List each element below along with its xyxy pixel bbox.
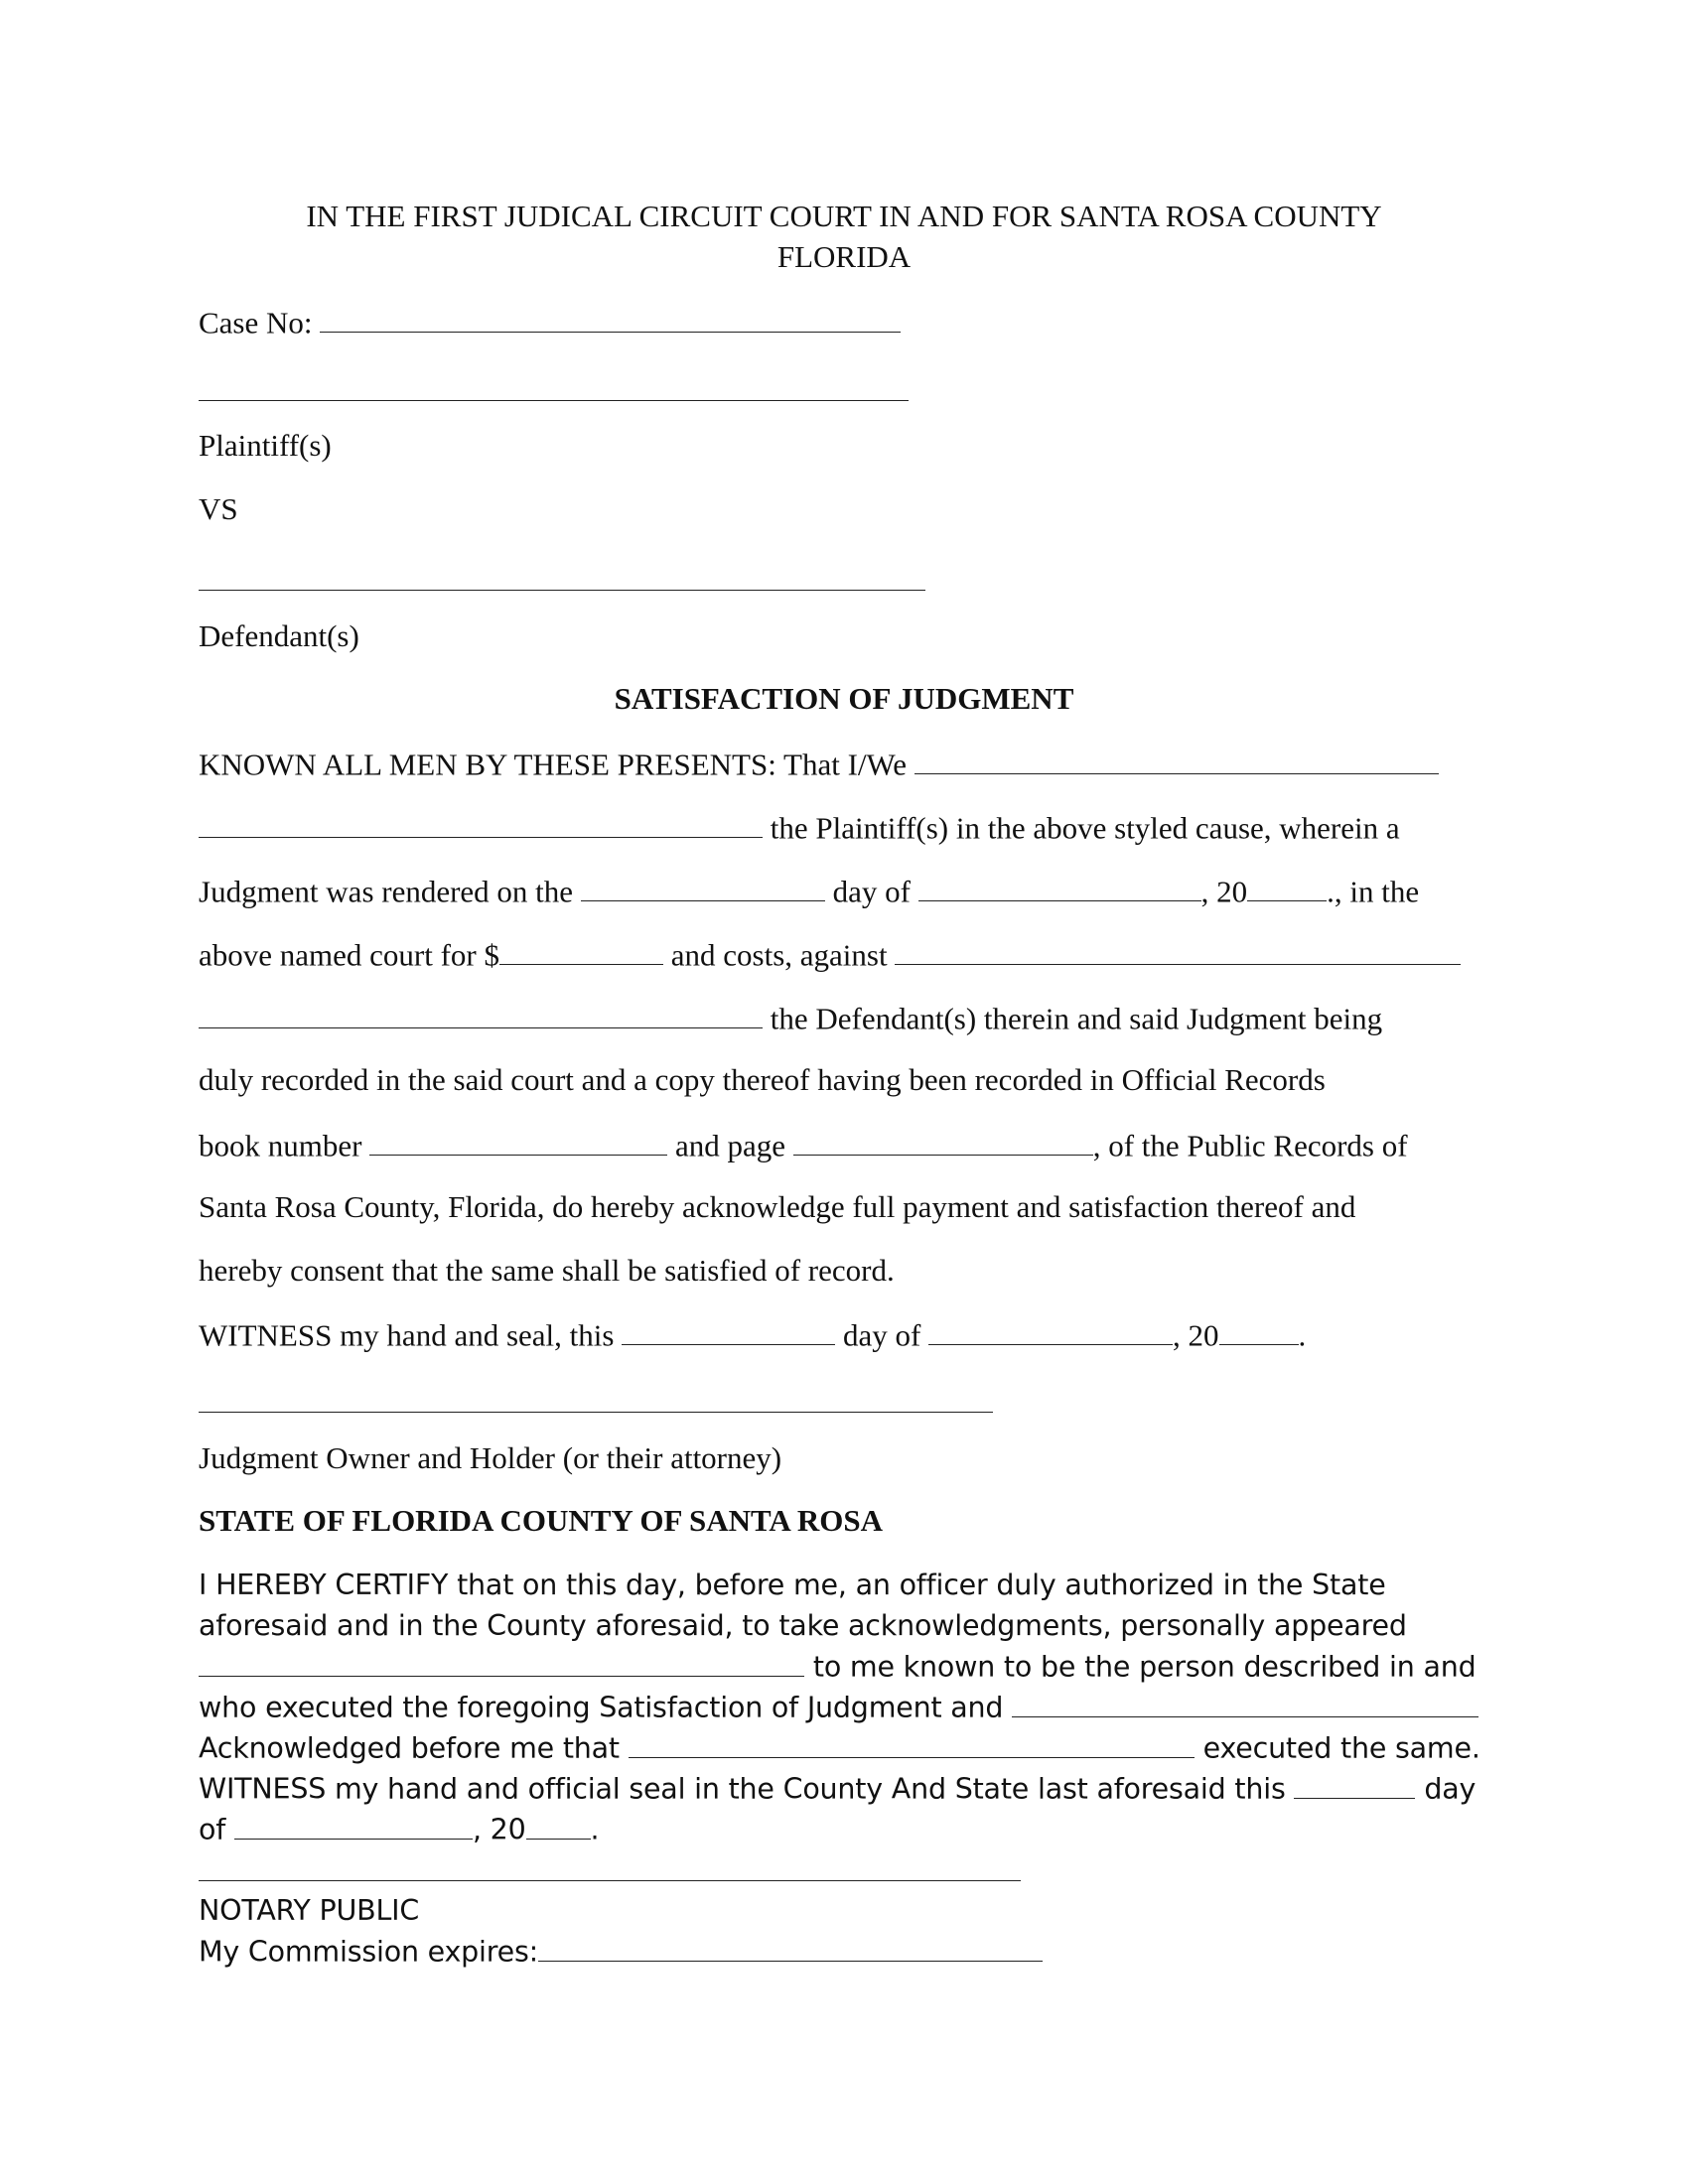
body-text: ., in the [1327,874,1420,909]
notary-text: Acknowledged before me that [199,1731,620,1765]
body-line-4 [199,935,1461,973]
body-text: . [1298,1317,1307,1353]
commission-label: My Commission expires: [199,1935,539,1969]
body-line-2 [199,808,1400,846]
notary-text: , 20 [472,1813,526,1846]
witness-day-field[interactable] [622,1315,835,1345]
body-line-5 [199,999,1382,1036]
notary-text: who executed the foregoing Satisfaction of Judgment and [199,1691,1004,1724]
witness-line [199,1315,1306,1353]
witness-month-field[interactable] [928,1315,1173,1345]
commission-row [199,1935,1043,1969]
case-number-label: Case No: [199,305,313,341]
body-text: day of [832,874,911,909]
body-text: , 20 [1200,874,1248,909]
body-line-9: hereby consent that the same shall be satisfied of record. [199,1253,895,1288]
judgment-day-field[interactable] [581,872,825,901]
notary-line-2: aforesaid and in the County aforesaid, to take acknowledgments, personally appeared [199,1609,1407,1642]
notary-line-4 [199,1691,1478,1724]
vs-label: VS [199,491,238,526]
body-text: the Plaintiff(s) in the above styled cause, wherein a [770,810,1400,846]
body-text: , of the Public Records of [1092,1128,1408,1163]
notary-heading: STATE OF FLORIDA COUNTY OF SANTA ROSA [199,1503,883,1538]
defendant-name-line[interactable] [199,590,925,591]
notary-line-5 [199,1731,1480,1765]
plaintiff-label: Plaintiff(s) [199,428,332,463]
notary-text: executed the same. [1202,1731,1480,1765]
defendant-label: Defendant(s) [199,618,359,653]
notary-line-1: I HEREBY CERTIFY that on this day, before me, an officer duly authorized in the State [199,1569,1386,1601]
case-number-field[interactable] [320,303,901,333]
court-heading-line1: IN THE FIRST JUDICAL CIRCUIT COURT IN AND FOR SANTA ROSA COUNTY [306,199,1382,233]
defendant-names-continued-field[interactable] [199,999,763,1028]
notary-day-field[interactable] [1294,1772,1415,1799]
appeared-person-field[interactable] [199,1650,804,1677]
body-line-1 [199,745,1439,782]
plaintiff-name-line[interactable] [199,400,909,401]
notary-text: of [199,1813,226,1846]
notary-line-3 [199,1650,1476,1684]
signature-line[interactable] [199,1412,993,1413]
notary-text: to me known to be the person described in and [812,1650,1477,1684]
plaintiff-names-field[interactable] [914,745,1439,774]
body-line-3 [199,872,1419,909]
body-text: Judgment was rendered on the [199,874,574,909]
body-line-7 [199,1126,1408,1163]
case-number-row [199,303,901,341]
notary-line-6 [199,1772,1476,1806]
document-title: SATISFACTION OF JUDGMENT [614,681,1074,716]
body-text: above named court for $ [199,937,499,973]
body-text: book number [199,1128,362,1163]
body-text: WITNESS my hand and seal, this [199,1317,615,1353]
defendant-names-field[interactable] [895,935,1461,965]
plaintiff-names-continued-field[interactable] [199,808,763,838]
signature-label: Judgment Owner and Holder (or their attorney) [199,1440,782,1475]
commission-expiry-field[interactable] [538,1935,1043,1962]
acknowledger-name-field[interactable] [629,1731,1195,1758]
book-number-field[interactable] [369,1126,667,1156]
body-text: KNOWN ALL MEN BY THESE PRESENTS: That I/We [199,747,908,782]
notary-year-field[interactable] [526,1813,591,1840]
notary-public-label: NOTARY PUBLIC [199,1894,420,1927]
notary-text: WITNESS my hand and official seal in the County And State last aforesaid this [199,1772,1286,1806]
body-text: and page [674,1128,785,1163]
body-text: and costs, against [670,937,888,973]
body-text: the Defendant(s) therein and said Judgment being [770,1001,1383,1036]
judgment-amount-field[interactable] [499,935,663,965]
judgment-month-field[interactable] [918,872,1201,901]
notary-signature-line[interactable] [199,1880,1021,1881]
court-heading-line2: FLORIDA [776,239,912,274]
body-line-8: Santa Rosa County, Florida, do hereby acknowledge full payment and satisfaction thereof and [199,1189,1356,1224]
page-number-field[interactable] [793,1126,1093,1156]
body-text: day of [842,1317,921,1353]
notary-text: day [1424,1772,1477,1806]
witness-year-field[interactable] [1219,1315,1299,1345]
notary-line-7 [199,1813,599,1846]
notary-text: . [590,1813,600,1846]
judgment-year-field[interactable] [1247,872,1327,901]
body-line-6: duly recorded in the said court and a copy thereof having been recorded in Official Records [199,1062,1326,1097]
body-text: , 20 [1173,1317,1219,1353]
notary-month-field[interactable] [234,1813,473,1840]
executor-name-field[interactable] [1012,1691,1478,1717]
